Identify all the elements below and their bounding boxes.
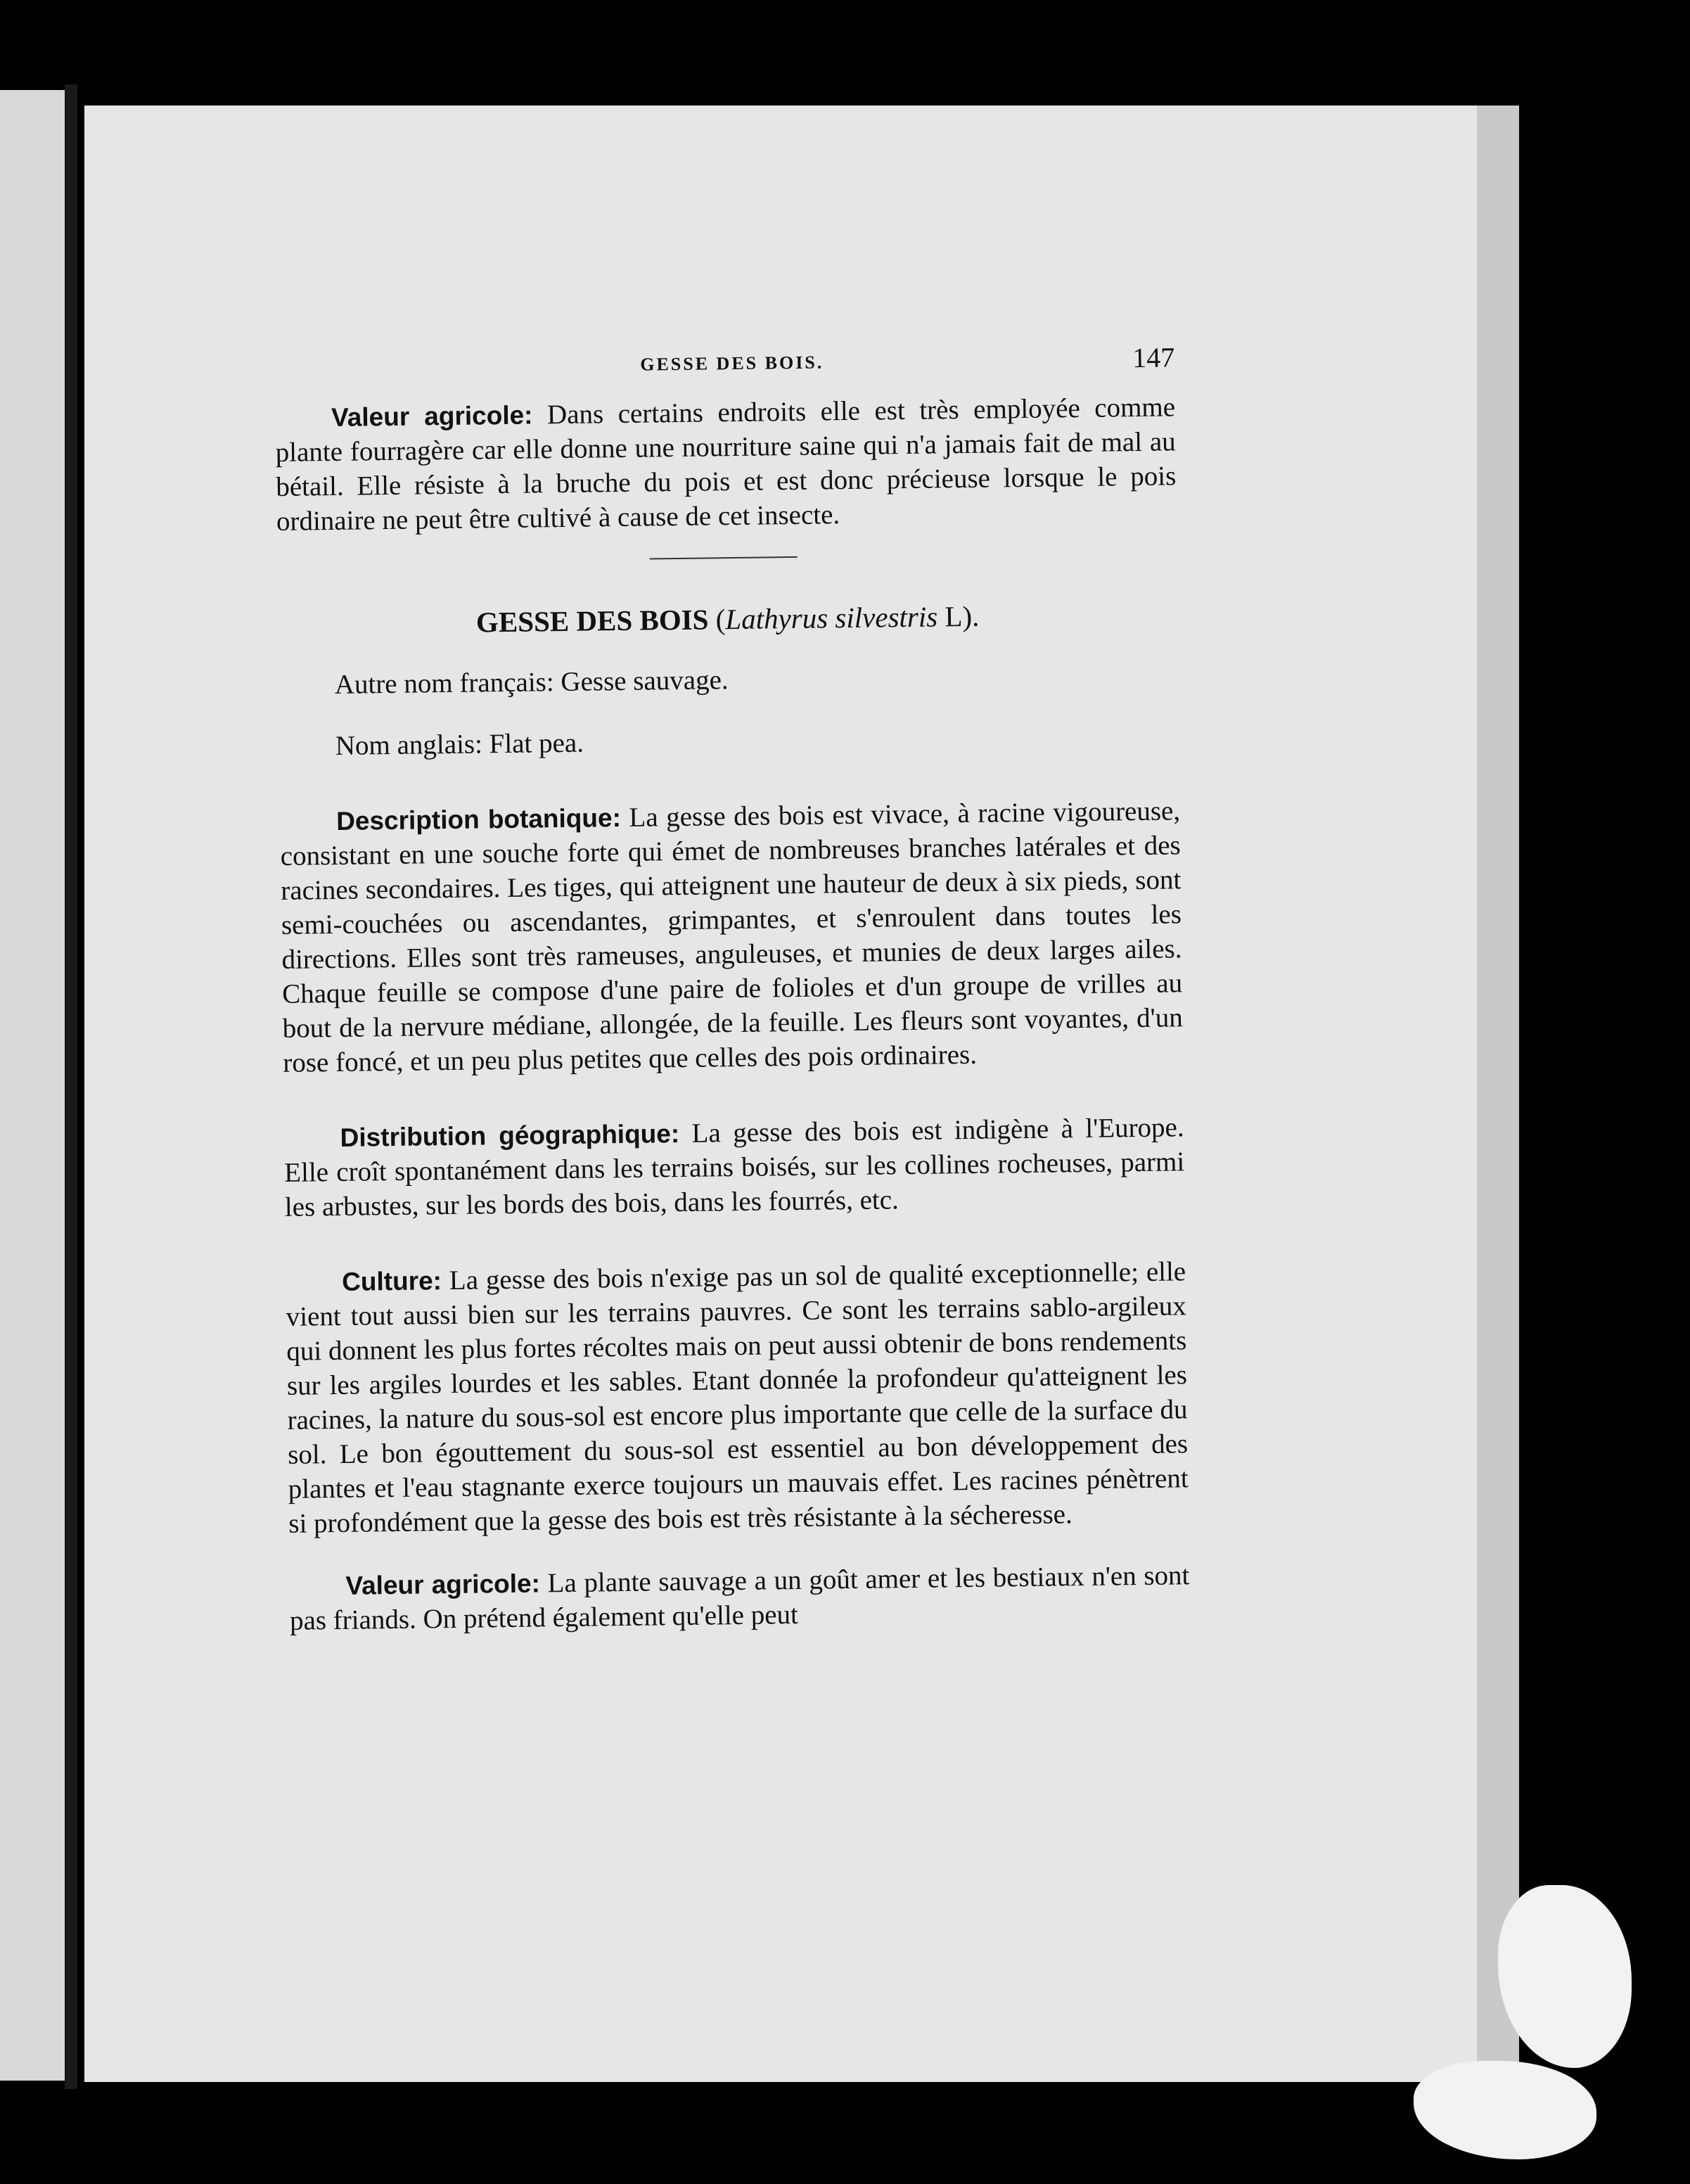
section-title-paren: ( <box>715 603 726 636</box>
paragraph-lead: Valeur agricole: <box>345 1569 541 1600</box>
other-french-name: Autre nom français: Gesse sauvage. <box>334 665 729 700</box>
section-title-name: GESSE DES BOIS <box>475 603 709 639</box>
book-gutter <box>65 84 77 2089</box>
section-divider <box>650 556 798 560</box>
paragraph-text: La gesse des bois n'exige pas un sol de qualité exceptionnelle; elle vient tout aussi bien sur les terrains pauvres. Ce sont les terrains sablo-argileux qui donnent les plus fortes récoltes mais on peut aussi obtenir de bons rendements sur les argiles lourdes et les sables. Etant donnée la profondeur qu'atteignent les racines, la nature du sous-sol est encore plus importante que celle de la surface du sol. Le bon égouttement du sous-sol est essentiel au bon développement des plantes et l'eau stagnante exerce toujours un mauvais effet. Les racines pénètrent si profondément que la gesse des bois est très résistante à la sécheresse. <box>286 1256 1189 1539</box>
authority: L). <box>945 599 980 633</box>
paragraph-lead: Description botanique: <box>335 803 622 836</box>
paragraph-culture <box>286 1254 1189 1541</box>
english-name: Nom anglais: Flat pea. <box>335 727 584 761</box>
running-title: GESSE DES BOIS. <box>640 352 824 375</box>
page-edge-shadow <box>1477 106 1519 2082</box>
paragraph-valeur-agricole-top <box>275 390 1177 539</box>
page-number: 147 <box>1132 341 1175 374</box>
paragraph-lead: Valeur agricole: <box>331 400 533 433</box>
paragraph-text: La plante sauvage a un goût amer et les bestiaux n'en sont pas friands. On prétend également qu'elle peut <box>289 1560 1190 1636</box>
paragraph-lead: Distribution géographique: <box>340 1119 680 1152</box>
paragraph-distribution <box>283 1110 1185 1225</box>
paragraph-text: La gesse des bois est vivace, à racine vigoureuse, consistant en une souche forte qui émet de nombreuses branches latérales et des racines secondaires. Les tiges, qui atteignent une hauteur de deux à six pieds, sont semi-couchées ou ascendantes, grimpantes, et s'enroulent dans toutes les directions. Elles sont très rameuses, anguleuses, et munies de deux larges ailes. Chaque feuille se compose d'une paire de folioles et d'un groupe de vrilles au bout de la nervure médiane, allongée, de la feuille. Les fleurs sont voyantes, d'un rose foncé, et un peu plus petites que celles des pois ordinaires. <box>280 796 1183 1078</box>
latin-name: Lathyrus silvestris <box>725 600 938 636</box>
adjacent-page-edge <box>0 90 65 2081</box>
paragraph-text: La gesse des bois est indigène à l'Europe. Elle croît spontanément dans les terrains boisés, sur les collines rocheuses, parmi les arbustes, sur les bords des bois, dans les fourrés, etc. <box>284 1112 1185 1222</box>
scan-artifact <box>1414 2061 1596 2159</box>
paragraph-valeur-agricole <box>289 1558 1190 1638</box>
paragraph-lead: Culture: <box>341 1266 442 1296</box>
section-title <box>277 596 1177 641</box>
paragraph-description-botanique <box>280 793 1184 1080</box>
page-text <box>274 340 1190 1638</box>
paragraph-text: Dans certains endroits elle est très employée comme plante fourragère car elle donne une nourriture saine qui n'a jamais fait de mal au bétail. Elle résiste à la bruche du pois et est donc précieuse lorsque le pois ordinaire ne peut être cultivé à cause de cet insecte. <box>275 392 1177 537</box>
